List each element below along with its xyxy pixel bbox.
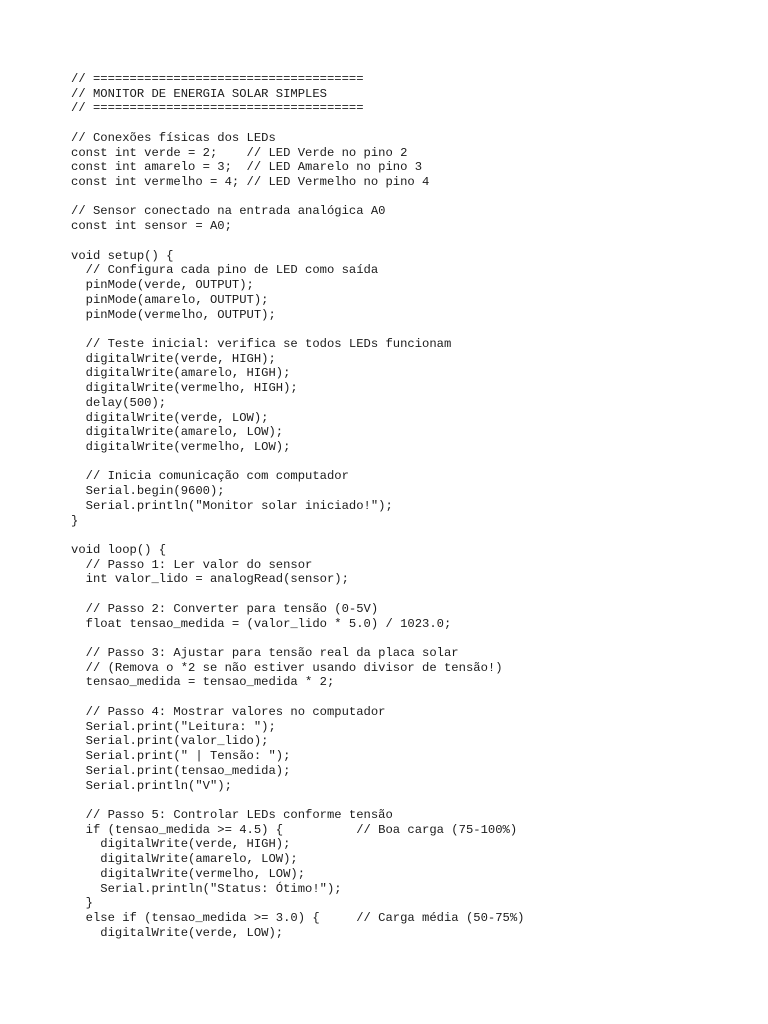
code-line: // Passo 1: Ler valor do sensor [71, 557, 313, 572]
code-line: // ===================================== [71, 72, 364, 86]
code-line: Serial.print(" | Tensão: "); [71, 749, 291, 764]
code-line [71, 793, 524, 808]
code-line: Serial.print("Leitura: "); [71, 719, 276, 734]
code-line: float tensao_medida = (valor_lido * 5.0) / 1023.0; [71, 616, 452, 631]
code-line: digitalWrite(amarelo, HIGH); [71, 366, 291, 381]
code-line [71, 587, 524, 602]
code-line [71, 690, 524, 705]
code-line: } [71, 513, 79, 528]
code-line [71, 116, 524, 131]
code-line: Serial.println("Status: Ótimo!"); [71, 881, 342, 896]
code-line: Serial.begin(9600); [71, 484, 225, 499]
code-line: digitalWrite(vermelho, LOW); [71, 439, 291, 454]
code-line: Serial.print(valor_lido); [71, 734, 269, 749]
code-line [71, 234, 524, 249]
code-line: // Teste inicial: verifica se todos LEDs funcionam [71, 336, 452, 351]
code-line: // (Remova o *2 se não estiver usando divisor de tensão!) [71, 660, 503, 675]
code-line: // Passo 5: Controlar LEDs conforme tensão [71, 807, 393, 822]
code-line: tensao_medida = tensao_medida * 2; [71, 675, 335, 690]
code-line: else if (tensao_medida >= 3.0) { // Carga média (50-75%) [71, 910, 525, 925]
code-line: // Passo 3: Ajustar para tensão real da placa solar [71, 646, 459, 661]
code-line: // Passo 2: Converter para tensão (0-5V) [71, 601, 379, 616]
code-line: // Passo 4: Mostrar valores no computador [71, 704, 386, 719]
code-line: Serial.println("Monitor solar iniciado!"); [71, 498, 393, 513]
code-line: delay(500); [71, 395, 167, 410]
code-line: pinMode(amarelo, OUTPUT); [71, 292, 269, 307]
code-line [71, 455, 524, 470]
code-line: void loop() { [71, 543, 167, 557]
code-line [71, 322, 524, 337]
code-line: const int verde = 2; // LED Verde no pino 2 [71, 145, 408, 160]
code-line: digitalWrite(verde, HIGH); [71, 351, 276, 366]
code-line: digitalWrite(amarelo, LOW); [71, 852, 298, 867]
code-line: digitalWrite(verde, HIGH); [71, 837, 291, 852]
code-line [71, 190, 524, 205]
code-line: // Inicia comunicação com computador [71, 469, 349, 484]
code-line: void setup() { [71, 248, 174, 263]
code-line [71, 631, 524, 646]
code-line: digitalWrite(vermelho, HIGH); [71, 381, 298, 396]
code-line: // ===================================== [71, 101, 364, 116]
code-line: int valor_lido = analogRead(sensor); [71, 572, 349, 587]
code-listing [71, 72, 524, 940]
code-line: // Configura cada pino de LED como saída [71, 263, 379, 278]
code-line: const int amarelo = 3; // LED Amarelo no pino 3 [71, 160, 423, 175]
code-line: digitalWrite(verde, LOW); [71, 410, 269, 425]
code-line: if (tensao_medida >= 4.5) { // Boa carga (75-100%) [71, 822, 518, 837]
code-line: const int sensor = A0; [71, 219, 232, 234]
code-line: pinMode(verde, OUTPUT); [71, 278, 254, 293]
code-line: digitalWrite(vermelho, LOW); [71, 866, 306, 881]
code-line: Serial.print(tensao_medida); [71, 763, 291, 778]
code-line: // MONITOR DE ENERGIA SOLAR SIMPLES [71, 86, 327, 101]
code-line: Serial.println("V"); [71, 778, 232, 793]
code-line: digitalWrite(amarelo, LOW); [71, 425, 284, 440]
code-line: digitalWrite(verde, LOW); [71, 925, 284, 940]
code-line: } [71, 896, 93, 911]
code-line: const int vermelho = 4; // LED Vermelho no pino 4 [71, 175, 430, 190]
code-line: // Conexões físicas dos LEDs [71, 130, 276, 145]
code-line [71, 528, 524, 543]
code-line: // Sensor conectado na entrada analógica A0 [71, 204, 386, 219]
code-line: pinMode(vermelho, OUTPUT); [71, 307, 276, 322]
